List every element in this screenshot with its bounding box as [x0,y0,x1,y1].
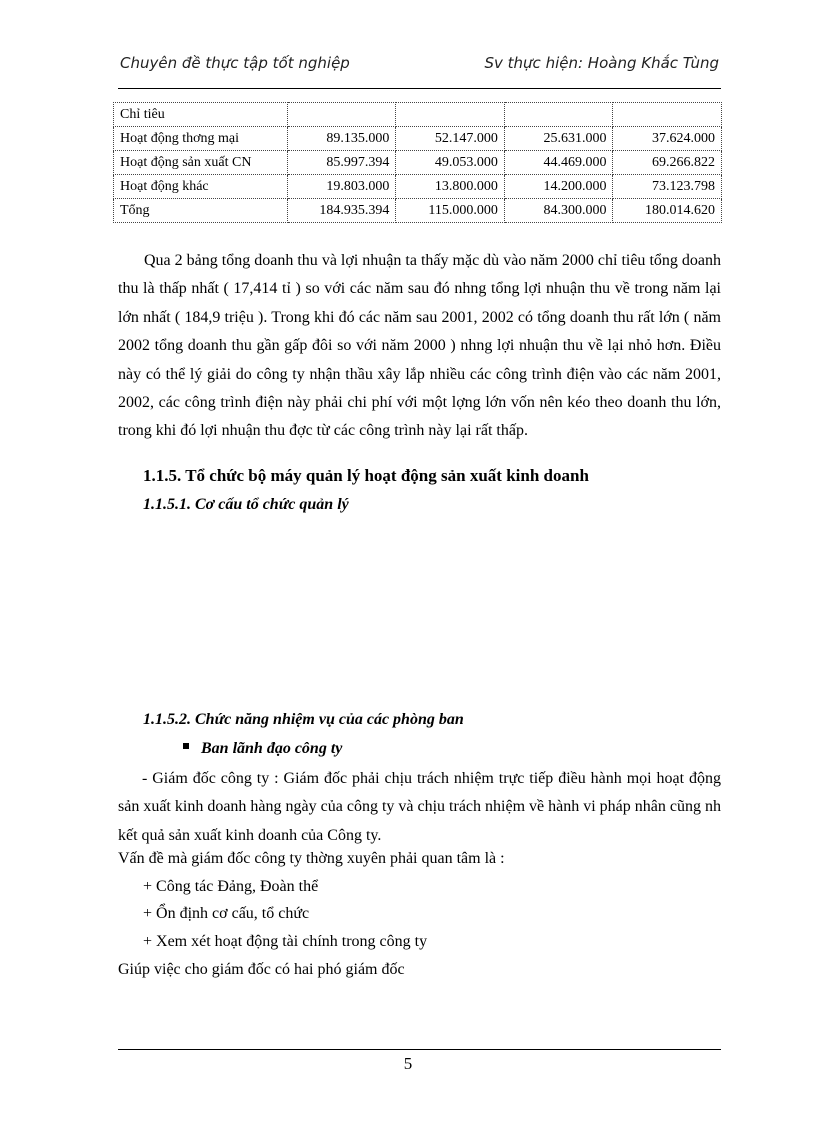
table-cell: Hoạt động thơng mại [114,127,288,151]
footer-rule [118,1049,721,1050]
table-cell: 69.266.822 [613,151,722,175]
concern-line: Vấn đề mà giám đốc công ty thờng xuyên phải quan tâm là : [118,850,505,867]
table-row [114,103,722,127]
page-number: 5 [403,1054,413,1073]
table-cell: 73.123.798 [613,175,722,199]
table-row [114,199,722,223]
table-cell: 180.014.620 [613,199,722,223]
bullet-leadership [183,740,342,758]
table-cell [287,103,396,127]
table-cell: 85.997.394 [287,151,396,175]
revenue-table [113,102,722,223]
table-cell: 37.624.000 [613,127,722,151]
table-cell: Hoạt động sản xuất CN [114,151,288,175]
table-cell [613,103,722,127]
table-cell: 14.200.000 [504,175,613,199]
table-row [114,175,722,199]
table-row [114,151,722,175]
table-cell: 25.631.000 [504,127,613,151]
header-rule [118,88,721,89]
table-cell: Tổng [114,199,288,223]
table-cell: 184.935.394 [287,199,396,223]
table-cell: 89.135.000 [287,127,396,151]
analysis-paragraph: Qua 2 bảng tổng doanh thu và lợi nhuận ta thấy mặc dù vào năm 2000 chỉ tiêu tổng doanh thu là thấp nhất ( 17,414 tỉ ) so với các năm sau đó nhng tổng lợi nhuận thu về trong năm lại lớn nhất ( 184,9 triệu ). Trong khi đó các năm sau 2001, 2002 có tổng doanh thu rất lớn ( năm 2002 tổng doanh thu gần gấp đôi so với năm 2000 ) nhng lợi nhuận thu về lại nhỏ hơn. Điều này có thể lý giải do công ty nhận thầu xây lắp nhiều các công trình điện vào các năm 2001, 2002, các công trình điện này phải chi phí với một lợng lớn vốn nên kéo theo doanh thu lớn, trong khi đó lợi nhuận thu đợc từ các công trình này lại rất thấp. [118,252,721,440]
table-cell: 84.300.000 [504,199,613,223]
page-header [118,52,721,78]
bullet-square-icon [183,743,189,749]
header-right-text: Sv thực hiện: Hoàng Khắc Tùng [484,54,719,72]
section-heading-1-1-5: 1.1.5. Tổ chức bộ máy quản lý hoạt động sản xuất kinh doanh [143,466,589,485]
table-row [114,127,722,151]
list-item: + Xem xét hoạt động tài chính trong công ty [143,933,428,950]
header-left-text: Chuyên đề thực tập tốt nghiệp [120,54,350,72]
table-cell [396,103,505,127]
table-cell: 19.803.000 [287,175,396,199]
table-cell: Chỉ tiêu [114,103,288,127]
list-item: + Công tác Đảng, Đoàn thể [143,878,319,895]
table-cell: 44.469.000 [504,151,613,175]
list-item: + Ổn định cơ cấu, tổ chức [143,905,310,922]
table-cell: 115.000.000 [396,199,505,223]
assist-line: Giúp việc cho giám đốc có hai phó giám đốc [118,961,405,978]
table-cell: 13.800.000 [396,175,505,199]
director-paragraph: - Giám đốc công ty : Giám đốc phải chịu trách nhiệm trực tiếp điều hành mọi hoạt động sản xuất kinh doanh hàng ngày của công ty và chịu trách nhiệm về hành vi pháp nhân cũng nh kết quả sản xuất kinh doanh của Công ty. [118,770,721,844]
section-heading-1-1-5-1: 1.1.5.1. Cơ cấu tổ chức quản lý [143,496,349,513]
table-cell [504,103,613,127]
table-cell: 52.147.000 [396,127,505,151]
table-cell: Hoạt động khác [114,175,288,199]
section-heading-1-1-5-2: 1.1.5.2. Chức năng nhiệm vụ của các phòng ban [143,711,464,728]
table-cell: 49.053.000 [396,151,505,175]
bullet-label: Ban lãnh đạo công ty [201,740,343,757]
